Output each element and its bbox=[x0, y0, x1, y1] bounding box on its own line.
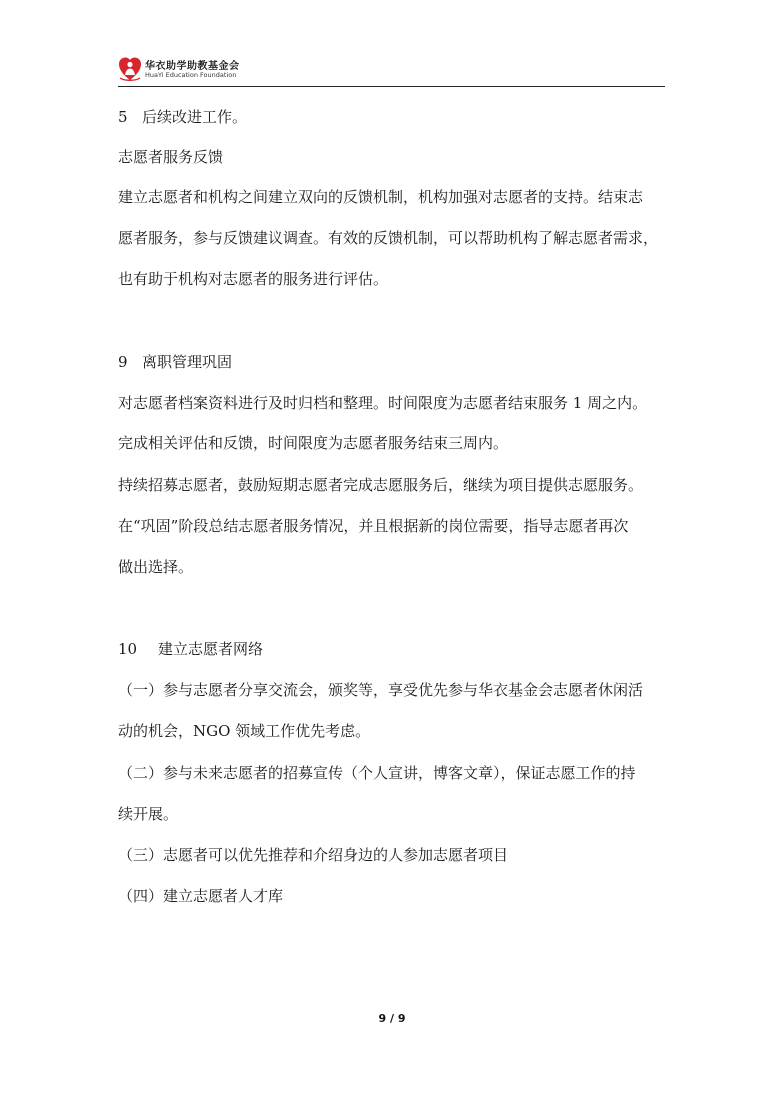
header-divider bbox=[118, 86, 665, 87]
list-item-line: （二）参与未来志愿者的招募宣传（个人宣讲，博客文章），保证志愿工作的持 bbox=[118, 764, 636, 782]
paragraph-line: 在“巩固”阶段总结志愿者服务情况，并且根据新的岗位需要，指导志愿者再次 bbox=[118, 517, 629, 535]
section-number: 10 bbox=[118, 640, 138, 658]
org-name-cn: 华衣助学助教基金会 bbox=[145, 61, 240, 72]
paragraph-line: 愿者服务，参与反馈建议调查。有效的反馈机制，可以帮助机构了解志愿者需求， bbox=[118, 229, 659, 247]
paragraph-line: 完成相关评估和反馈，时间限度为志愿者服务结束三周内。 bbox=[118, 434, 509, 452]
section-heading-10 bbox=[118, 640, 263, 658]
section-heading-5 bbox=[118, 108, 247, 126]
paragraph-line: 持续招募志愿者，鼓励短期志愿者完成志愿服务后，继续为项目提供志愿服务。 bbox=[118, 476, 644, 494]
page-header bbox=[118, 56, 665, 86]
paragraph-line: 建立志愿者和机构之间建立双向的反馈机制，机构加强对志愿者的支持。结束志 bbox=[118, 188, 644, 206]
section-title: 建立志愿者网络 bbox=[158, 640, 264, 658]
section-number: 9 bbox=[118, 353, 128, 371]
list-item-line: 动的机会，NGO 领域工作优先考虑。 bbox=[118, 722, 371, 740]
paragraph-line: 做出选择。 bbox=[118, 558, 194, 576]
section-heading-9 bbox=[118, 353, 232, 371]
list-item-line: （四）建立志愿者人才库 bbox=[118, 887, 284, 905]
subheading: 志愿者服务反馈 bbox=[118, 148, 224, 166]
section-title: 后续改进工作。 bbox=[142, 108, 248, 126]
page-number: 9 / 9 bbox=[378, 1012, 406, 1025]
heart-person-logo-icon bbox=[118, 56, 142, 82]
section-title: 离职管理巩固 bbox=[142, 353, 233, 371]
paragraph-line: 对志愿者档案资料进行及时归档和整理。时间限度为志愿者结束服务 1 周之内。 bbox=[118, 394, 648, 412]
list-item-line: （三）志愿者可以优先推荐和介绍身边的人参加志愿者项目 bbox=[118, 846, 509, 864]
list-item-line: （一）参与志愿者分享交流会，颁奖等，享受优先参与华衣基金会志愿者休闲活 bbox=[118, 681, 644, 699]
paragraph-line: 也有助于机构对志愿者的服务进行评估。 bbox=[118, 270, 389, 288]
org-name-en: HuaYi Education Foundation bbox=[145, 71, 237, 79]
section-number: 5 bbox=[118, 108, 128, 126]
list-item-line: 续开展。 bbox=[118, 805, 179, 823]
